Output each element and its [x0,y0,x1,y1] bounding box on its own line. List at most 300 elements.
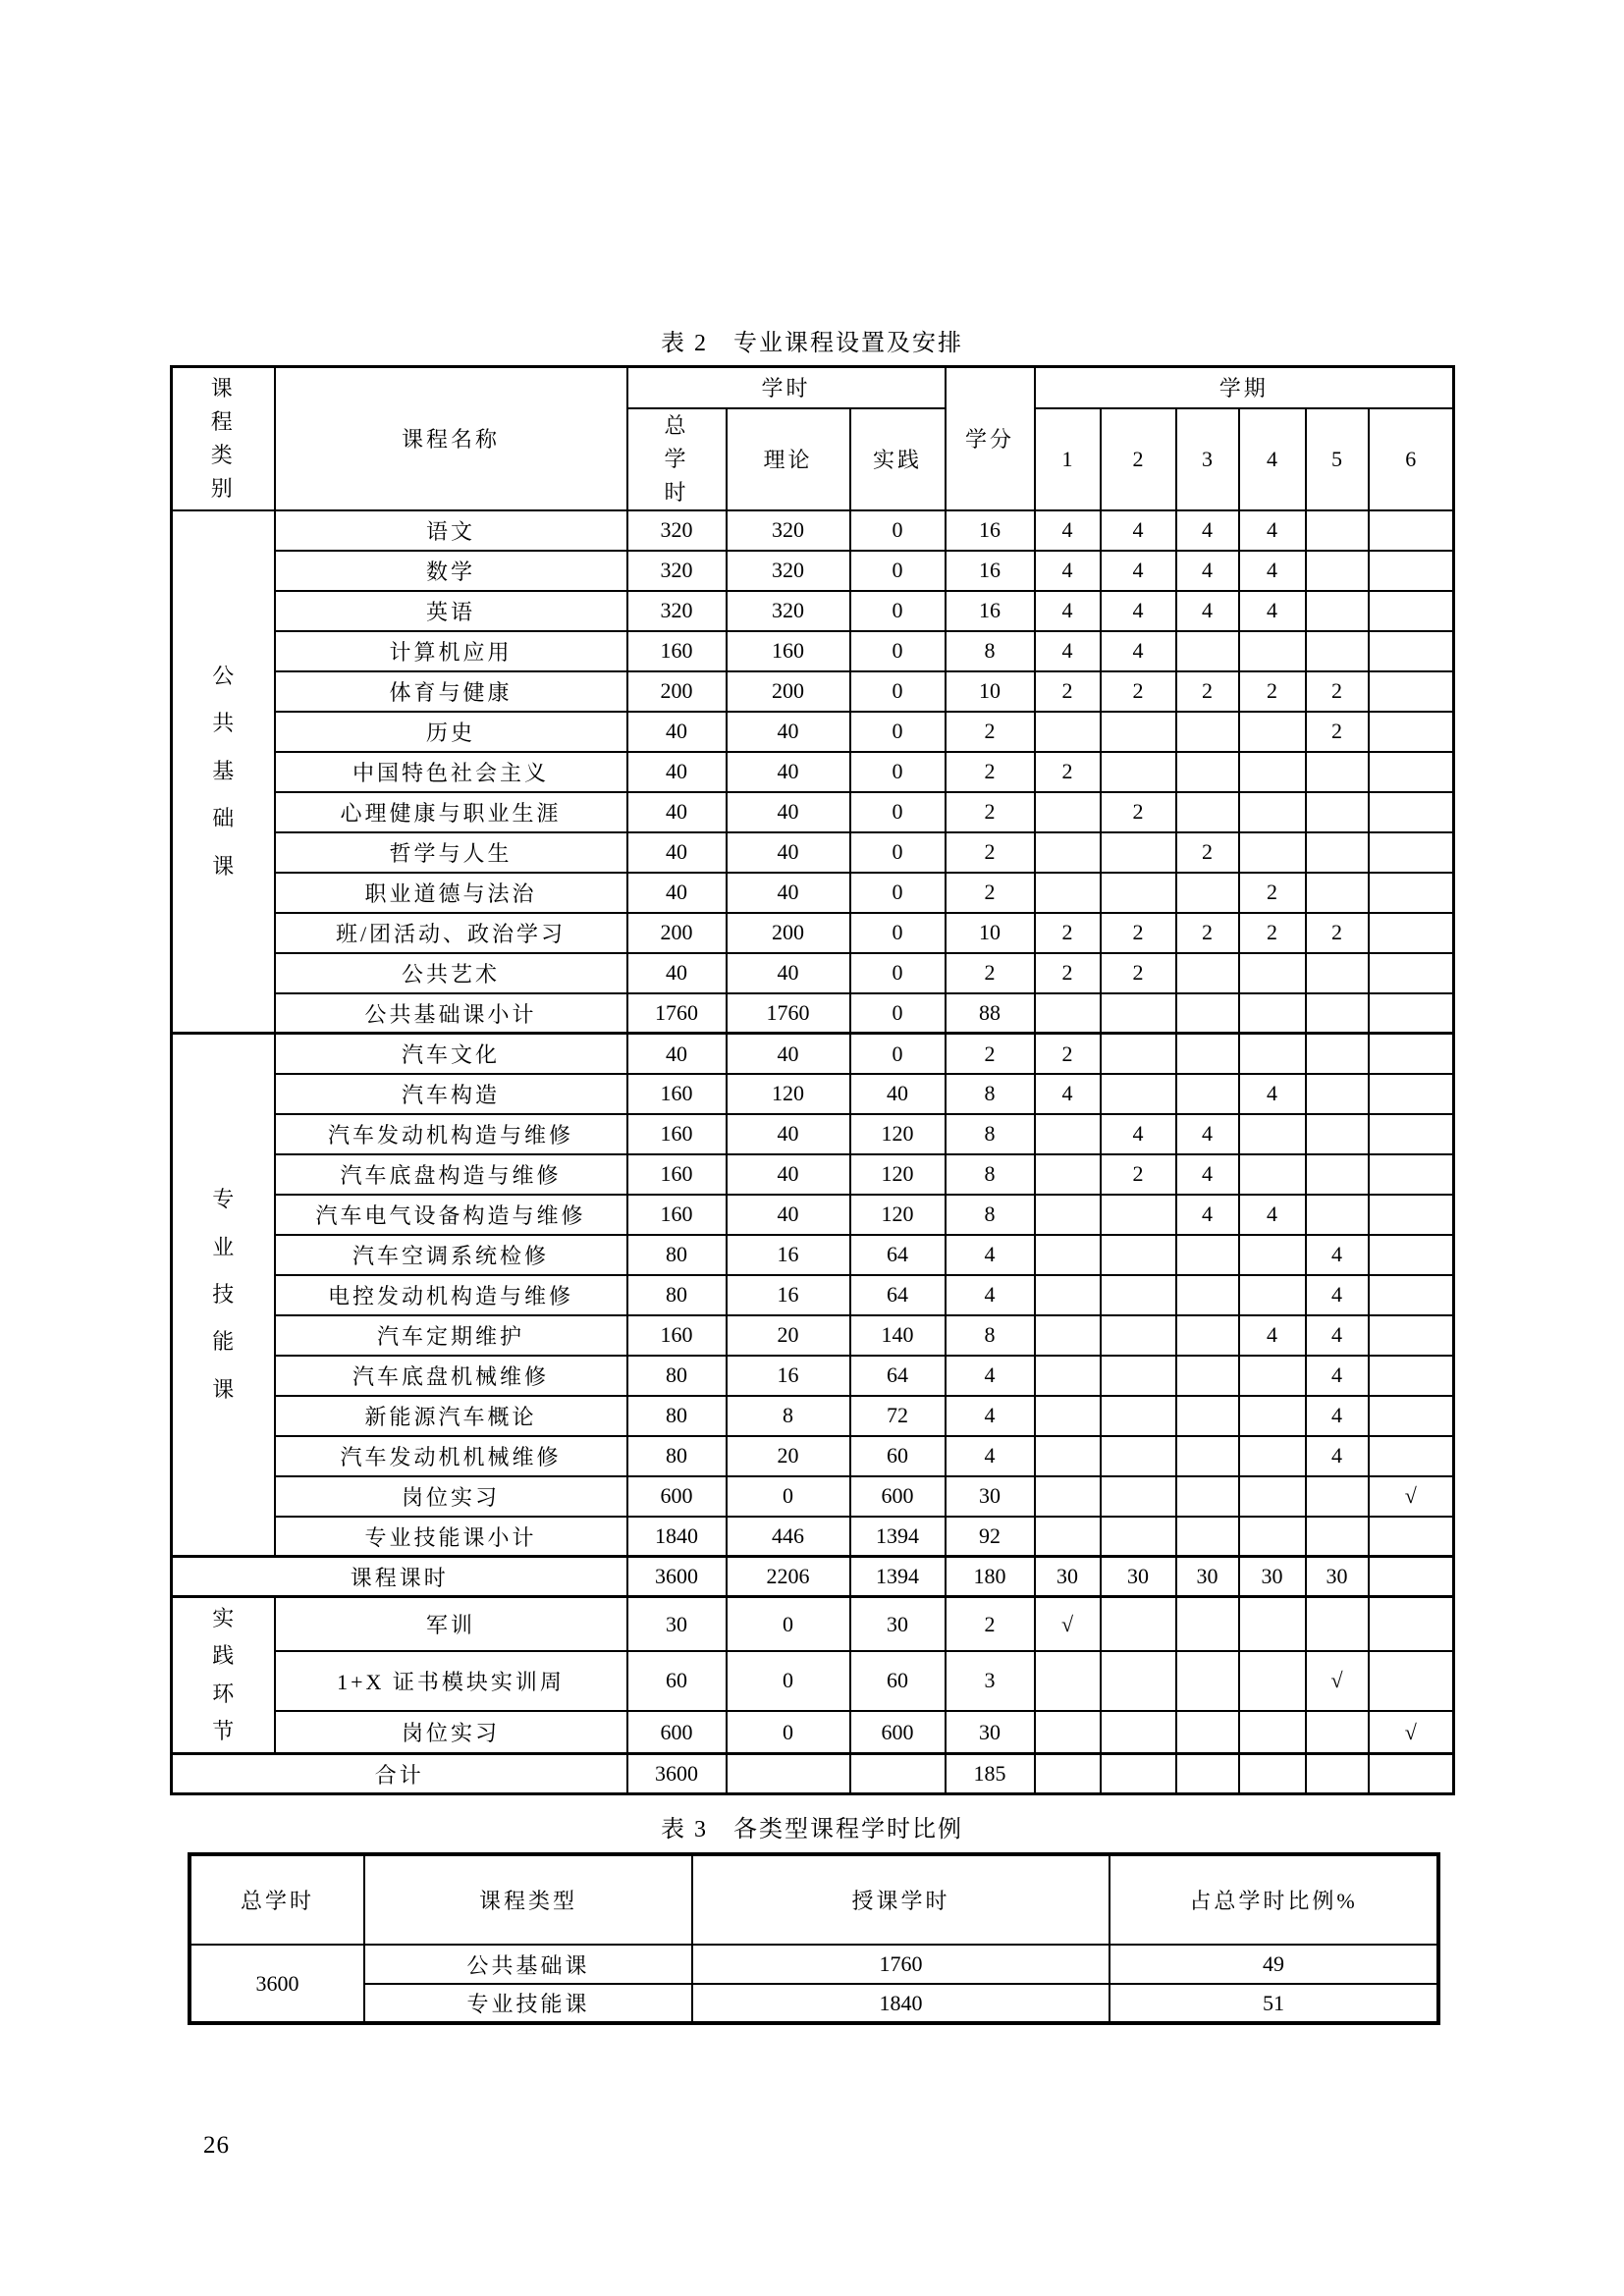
semester-cell [1369,792,1454,832]
semester-cell [1369,551,1454,591]
semester-cell [1369,1396,1454,1436]
semester-cell [1176,792,1239,832]
semester-cell [1101,1651,1176,1711]
theory-hours-cell: 320 [727,510,850,551]
credits-cell: 8 [946,631,1035,671]
total-hours-cell: 3600 [627,1754,727,1794]
semester-cell: 4 [1176,1114,1239,1154]
header-semester-6: 6 [1369,408,1454,510]
total-hours-cell: 40 [627,953,727,993]
semester-cell [1369,752,1454,792]
credits-cell: 10 [946,671,1035,712]
semester-cell [1369,953,1454,993]
practice-hours-cell: 600 [850,1476,946,1517]
semester-cell [1306,510,1369,551]
semester-cell [1176,1517,1239,1557]
semester-cell [1306,1195,1369,1235]
credits-cell: 8 [946,1195,1035,1235]
semester-cell: 4 [1176,591,1239,631]
semester-cell [1101,1597,1176,1651]
semester-cell: 2 [1239,671,1306,712]
semester-cell [1239,752,1306,792]
semester-cell [1306,832,1369,873]
semester-cell [1101,1754,1176,1794]
semester-cell [1176,631,1239,671]
semester-cell [1035,1651,1101,1711]
semester-cell: 4 [1239,1195,1306,1235]
semester-cell [1306,993,1369,1034]
course-name-cell: 新能源汽车概论 [275,1396,627,1436]
semester-cell [1035,1711,1101,1754]
total-hours-cell: 160 [627,1154,727,1195]
semester-cell [1239,1114,1306,1154]
total-hours-cell: 80 [627,1436,727,1476]
semester-cell [1035,1754,1101,1794]
semester-cell [1101,1396,1176,1436]
semester-cell: 30 [1035,1557,1101,1597]
semester-cell [1035,1154,1101,1195]
semester-cell [1035,832,1101,873]
semester-cell: 4 [1176,1154,1239,1195]
total-hours-cell: 200 [627,913,727,953]
semester-cell [1101,1195,1176,1235]
t3-header-total-hours: 总学时 [189,1854,364,1945]
section-label [172,1034,275,1557]
semester-cell [1176,1597,1239,1651]
table-row [172,551,1454,591]
table3-header-row [189,1854,1438,1945]
credits-cell: 8 [946,1074,1035,1114]
semester-cell [1101,1711,1176,1754]
semester-cell [1369,1517,1454,1557]
t3-percent-cell: 49 [1110,1945,1438,1984]
semester-cell: 2 [1176,832,1239,873]
total-hours-cell: 30 [627,1597,727,1651]
table-row [172,1396,1454,1436]
semester-cell: 2 [1176,913,1239,953]
credits-cell: 2 [946,832,1035,873]
semester-cell: 30 [1176,1557,1239,1597]
credits-cell: 2 [946,792,1035,832]
semester-cell [1369,1235,1454,1275]
semester-cell [1306,1114,1369,1154]
theory-hours-cell: 0 [727,1711,850,1754]
course-name-cell: 哲学与人生 [275,832,627,873]
theory-hours-cell: 446 [727,1517,850,1557]
semester-cell [1239,1275,1306,1315]
course-name-cell: 汽车底盘机械维修 [275,1356,627,1396]
t3-course-type-cell: 专业技能课 [364,1984,692,2023]
practice-hours-cell: 0 [850,712,946,752]
semester-cell: √ [1369,1711,1454,1754]
credits-cell: 16 [946,551,1035,591]
semester-cell [1101,1275,1176,1315]
semester-cell: 4 [1176,510,1239,551]
semester-cell [1369,1034,1454,1074]
semester-cell: 4 [1035,591,1101,631]
course-name-cell: 1+X 证书模块实训周 [275,1651,627,1711]
theory-hours-cell: 0 [727,1651,850,1711]
semester-cell: 4 [1101,551,1176,591]
theory-hours-cell: 40 [727,1114,850,1154]
practice-hours-cell: 64 [850,1275,946,1315]
semester-cell [1369,1074,1454,1114]
semester-cell: 2 [1306,671,1369,712]
total-hours-cell: 1840 [627,1517,727,1557]
theory-hours-cell: 0 [727,1597,850,1651]
semester-cell [1369,913,1454,953]
total-hours-cell: 160 [627,1074,727,1114]
theory-hours-cell: 320 [727,591,850,631]
practice-hours-cell: 64 [850,1235,946,1275]
practice-hours-cell: 0 [850,671,946,712]
theory-hours-cell: 40 [727,953,850,993]
table-row [172,1034,1454,1074]
practice-hours-cell: 120 [850,1154,946,1195]
semester-cell [1239,1436,1306,1476]
semester-cell [1369,873,1454,913]
semester-cell [1239,631,1306,671]
semester-cell: 2 [1035,953,1101,993]
course-name-cell: 电控发动机构造与维修 [275,1275,627,1315]
t3-total-hours-cell: 3600 [189,1945,364,2023]
semester-cell [1035,1195,1101,1235]
semester-cell: 2 [1176,671,1239,712]
semester-cell [1035,712,1101,752]
semester-cell [1101,832,1176,873]
semester-cell: 4 [1101,1114,1176,1154]
total-hours-cell: 80 [627,1275,727,1315]
theory-hours-cell [727,1754,850,1794]
practice-hours-cell: 600 [850,1711,946,1754]
course-name-cell: 历史 [275,712,627,752]
semester-cell: 2 [1101,953,1176,993]
course-schedule-table [170,365,1455,1795]
table-row [172,1711,1454,1754]
semester-cell [1369,712,1454,752]
header-category [172,367,275,510]
semester-cell [1369,1436,1454,1476]
semester-cell [1369,1597,1454,1651]
table-row [172,1517,1454,1557]
semester-cell [1176,1275,1239,1315]
course-name-cell: 军训 [275,1597,627,1651]
theory-hours-cell: 200 [727,913,850,953]
semester-cell: 4 [1306,1275,1369,1315]
semester-cell [1035,993,1101,1034]
practice-hours-cell: 72 [850,1396,946,1436]
course-name-cell: 汽车电气设备构造与维修 [275,1195,627,1235]
section-label-text: 公共基础课 [212,664,235,879]
course-name-cell: 岗位实习 [275,1476,627,1517]
table-row [172,1315,1454,1356]
semester-cell: 2 [1101,792,1176,832]
semester-cell [1176,1396,1239,1436]
total-hours-cell: 600 [627,1476,727,1517]
course-name-cell: 公共基础课小计 [275,993,627,1034]
total-hours-cell: 40 [627,832,727,873]
table3-row [189,1984,1438,2023]
section-label [172,510,275,1034]
total-hours-cell: 40 [627,712,727,752]
table2-body [172,510,1454,1794]
practice-hours-cell: 0 [850,551,946,591]
semester-cell [1306,1597,1369,1651]
practice-hours-cell: 64 [850,1356,946,1396]
table-row [172,1275,1454,1315]
credits-cell: 2 [946,873,1035,913]
semester-cell [1239,953,1306,993]
semester-cell: 30 [1101,1557,1176,1597]
course-name-cell: 汽车构造 [275,1074,627,1114]
semester-cell [1369,1195,1454,1235]
practice-hours-cell: 120 [850,1114,946,1154]
semester-cell: 4 [1101,591,1176,631]
total-hours-cell: 40 [627,792,727,832]
semester-cell: 4 [1306,1315,1369,1356]
semester-cell [1369,1754,1454,1794]
semester-cell [1176,1711,1239,1754]
semester-cell [1369,631,1454,671]
semester-cell: 4 [1239,551,1306,591]
practice-hours-cell: 0 [850,953,946,993]
credits-cell: 4 [946,1275,1035,1315]
header-category-text: 课程类别 [210,375,236,501]
credits-cell: 8 [946,1315,1035,1356]
theory-hours-cell: 40 [727,712,850,752]
theory-hours-cell: 40 [727,1034,850,1074]
semester-cell [1239,1396,1306,1436]
practice-hours-cell: 1394 [850,1517,946,1557]
semester-cell [1306,792,1369,832]
semester-cell: 4 [1035,1074,1101,1114]
semester-cell: 4 [1101,631,1176,671]
credits-cell: 4 [946,1235,1035,1275]
semester-cell [1369,832,1454,873]
practice-hours-cell: 40 [850,1074,946,1114]
theory-hours-cell: 40 [727,832,850,873]
semester-cell [1035,792,1101,832]
header-total-hours-text: 总学时 [664,412,689,505]
semester-cell [1176,1476,1239,1517]
semester-cell [1239,993,1306,1034]
header-hours-group: 学时 [627,367,946,408]
practice-hours-cell: 0 [850,913,946,953]
header-course-name: 课程名称 [275,367,627,510]
credits-cell: 92 [946,1517,1035,1557]
semester-cell: 4 [1035,551,1101,591]
semester-cell [1306,591,1369,631]
theory-hours-cell: 40 [727,1154,850,1195]
practice-hours-cell: 140 [850,1315,946,1356]
theory-hours-cell: 200 [727,671,850,712]
course-name-cell: 英语 [275,591,627,631]
semester-cell [1369,671,1454,712]
table-row [172,832,1454,873]
semester-cell: 4 [1306,1356,1369,1396]
semester-cell: 4 [1306,1436,1369,1476]
semester-cell: 2 [1306,712,1369,752]
semester-cell [1306,551,1369,591]
semester-cell [1369,591,1454,631]
course-name-cell: 汽车发动机机械维修 [275,1436,627,1476]
semester-cell: 2 [1035,671,1101,712]
header-semester-5: 5 [1306,408,1369,510]
total-hours-cell: 1760 [627,993,727,1034]
semester-cell: 2 [1035,752,1101,792]
semester-cell [1369,1154,1454,1195]
semester-cell: 2 [1239,873,1306,913]
course-name-cell: 计算机应用 [275,631,627,671]
credits-cell: 8 [946,1154,1035,1195]
practice-hours-cell [850,1754,946,1794]
total-hours-cell: 80 [627,1356,727,1396]
course-name-cell: 汽车空调系统检修 [275,1235,627,1275]
semester-cell [1239,1517,1306,1557]
semester-cell: 4 [1101,510,1176,551]
table-row [172,1597,1454,1651]
table-row [172,1154,1454,1195]
practice-hours-cell: 0 [850,631,946,671]
total-hours-cell: 160 [627,1114,727,1154]
semester-cell [1176,1034,1239,1074]
theory-hours-cell: 20 [727,1315,850,1356]
semester-cell [1176,1235,1239,1275]
course-name-cell: 班/团活动、政治学习 [275,913,627,953]
semester-cell: 4 [1306,1396,1369,1436]
semester-cell [1176,1074,1239,1114]
credits-cell: 185 [946,1754,1035,1794]
practice-hours-cell: 0 [850,993,946,1034]
semester-cell [1101,873,1176,913]
theory-hours-cell: 40 [727,792,850,832]
total-hours-cell: 160 [627,1195,727,1235]
semester-cell [1101,1436,1176,1476]
semester-cell [1239,1235,1306,1275]
credits-cell: 2 [946,752,1035,792]
table2-header-row-1 [172,367,1454,408]
header-semester-2: 2 [1101,408,1176,510]
semester-cell [1176,712,1239,752]
table-row [172,792,1454,832]
practice-hours-cell: 0 [850,510,946,551]
semester-cell [1306,953,1369,993]
semester-cell [1239,1154,1306,1195]
semester-cell [1306,873,1369,913]
table-row [172,631,1454,671]
semester-cell: 2 [1306,913,1369,953]
credits-cell: 10 [946,913,1035,953]
practice-hours-cell: 0 [850,591,946,631]
semester-cell [1101,712,1176,752]
t3-teaching-hours-cell: 1840 [692,1984,1110,2023]
table-row [172,1074,1454,1114]
semester-cell [1239,712,1306,752]
total-hours-cell: 160 [627,631,727,671]
total-hours-cell: 600 [627,1711,727,1754]
course-name-cell: 汽车定期维护 [275,1315,627,1356]
semester-cell [1369,1557,1454,1597]
semester-cell [1176,1356,1239,1396]
semester-cell [1035,1275,1101,1315]
semester-cell [1035,873,1101,913]
semester-cell [1306,1154,1369,1195]
semester-cell [1306,1034,1369,1074]
credits-cell: 180 [946,1557,1035,1597]
theory-hours-cell: 16 [727,1356,850,1396]
semester-cell [1035,1315,1101,1356]
semester-cell: 4 [1176,1195,1239,1235]
credits-cell: 8 [946,1114,1035,1154]
course-name-cell: 汽车文化 [275,1034,627,1074]
table-row [172,1436,1454,1476]
credits-cell: 16 [946,510,1035,551]
semester-cell [1101,752,1176,792]
table-row [172,712,1454,752]
semester-cell [1035,1235,1101,1275]
semester-cell [1101,1315,1176,1356]
semester-cell: 2 [1101,671,1176,712]
practice-hours-cell: 60 [850,1436,946,1476]
credits-cell: 16 [946,591,1035,631]
credits-cell: 2 [946,953,1035,993]
semester-cell [1306,1517,1369,1557]
practice-hours-cell: 0 [850,792,946,832]
semester-cell: 2 [1101,1154,1176,1195]
theory-hours-cell: 2206 [727,1557,850,1597]
table-row [172,913,1454,953]
table2-title: 表 2 专业课程设置及安排 [661,331,963,356]
table3-title: 表 3 各类型课程学时比例 [661,1817,963,1842]
practice-hours-cell: 0 [850,873,946,913]
semester-cell [1239,1711,1306,1754]
practice-hours-cell: 0 [850,752,946,792]
table-row [172,752,1454,792]
section-label-text: 专业技能课 [212,1187,235,1402]
theory-hours-cell: 8 [727,1396,850,1436]
table-row [172,1754,1454,1794]
header-semester-1: 1 [1035,408,1101,510]
semester-cell [1239,1476,1306,1517]
hours-ratio-table [188,1852,1440,2025]
semester-cell [1035,1396,1101,1436]
header-semester-3: 3 [1176,408,1239,510]
credits-cell: 30 [946,1711,1035,1754]
course-name-cell: 公共艺术 [275,953,627,993]
table-row [172,1114,1454,1154]
t3-header-teaching-hours: 授课学时 [692,1854,1110,1945]
table-row [172,873,1454,913]
semester-cell: 4 [1035,510,1101,551]
semester-cell [1239,792,1306,832]
semester-cell [1369,510,1454,551]
theory-hours-cell: 40 [727,1195,850,1235]
semester-cell [1176,752,1239,792]
semester-cell [1101,1235,1176,1275]
semester-cell: 2 [1239,913,1306,953]
total-hours-cell: 320 [627,551,727,591]
semester-cell: 4 [1176,551,1239,591]
semester-cell: 4 [1239,591,1306,631]
table-row [172,1195,1454,1235]
credits-cell: 3 [946,1651,1035,1711]
credits-cell: 88 [946,993,1035,1034]
total-hours-cell: 320 [627,510,727,551]
summary-label: 课程课时 [172,1557,627,1597]
header-practice: 实践 [850,408,946,510]
credits-cell: 4 [946,1436,1035,1476]
header-credits: 学分 [946,367,1035,510]
